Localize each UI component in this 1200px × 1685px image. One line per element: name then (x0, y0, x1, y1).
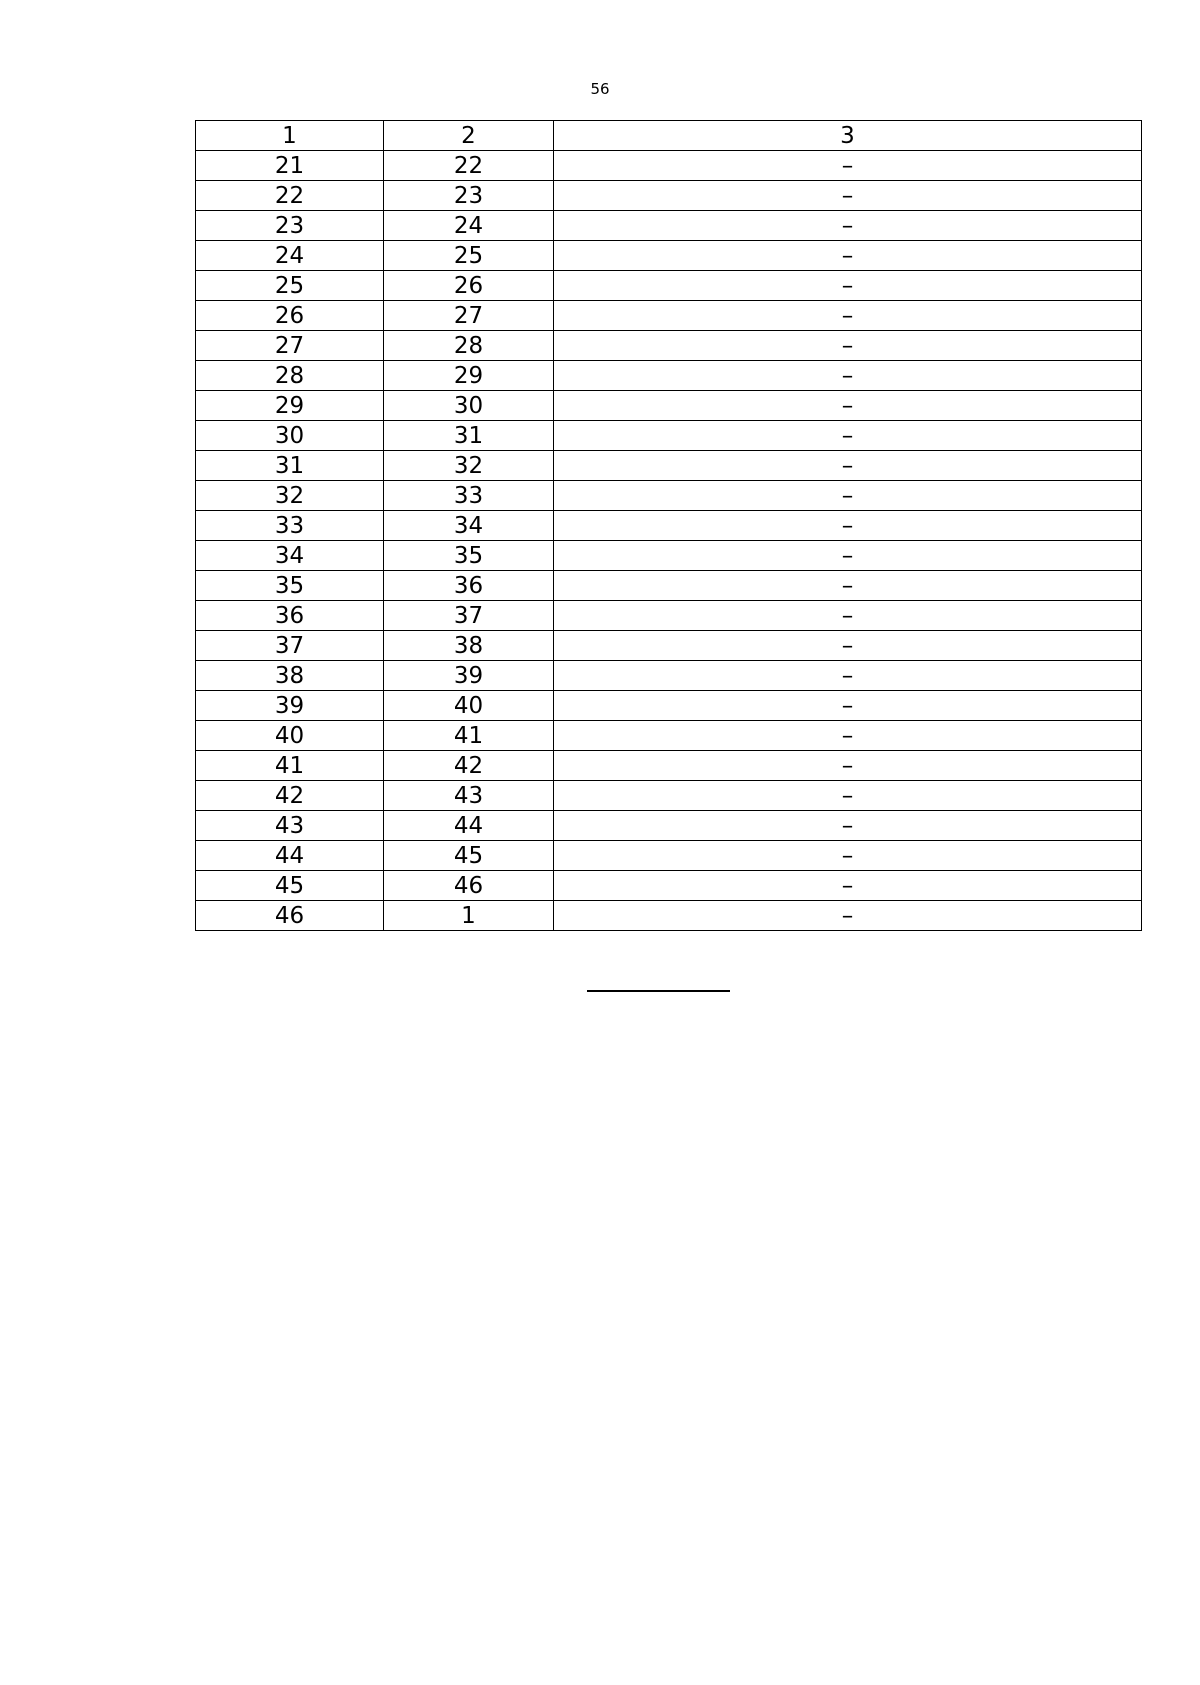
table-cell-col-1: 31 (196, 451, 384, 481)
table-cell-col-1: 32 (196, 481, 384, 511)
table-cell-col-1: 43 (196, 811, 384, 841)
table-row (196, 331, 1142, 361)
table-cell-col-3: – (554, 871, 1142, 901)
table-row (196, 271, 1142, 301)
table-cell-col-2: 44 (384, 811, 554, 841)
table-row (196, 781, 1142, 811)
table-cell-col-1: 28 (196, 361, 384, 391)
table-cell-col-2: 31 (384, 421, 554, 451)
table-cell-col-1: 40 (196, 721, 384, 751)
table-row (196, 841, 1142, 871)
table-cell-col-2: 30 (384, 391, 554, 421)
data-table (195, 120, 1142, 931)
table-cell-col-3: – (554, 481, 1142, 511)
table-cell-col-3: – (554, 301, 1142, 331)
table-cell-col-1: 44 (196, 841, 384, 871)
table-cell-col-3: – (554, 421, 1142, 451)
column-header-3: 3 (554, 121, 1142, 151)
table-row (196, 511, 1142, 541)
column-header-2: 2 (384, 121, 554, 151)
table-cell-col-2: 39 (384, 661, 554, 691)
table-cell-col-3: – (554, 901, 1142, 931)
table-row (196, 391, 1142, 421)
table-cell-col-3: – (554, 631, 1142, 661)
page-number: 56 (590, 80, 610, 98)
table-cell-col-2: 34 (384, 511, 554, 541)
table-cell-col-3: – (554, 331, 1142, 361)
table-cell-col-2: 28 (384, 331, 554, 361)
table-cell-col-3: – (554, 781, 1142, 811)
table-cell-col-1: 21 (196, 151, 384, 181)
column-header-1: 1 (196, 121, 384, 151)
table-row (196, 571, 1142, 601)
table-cell-col-2: 23 (384, 181, 554, 211)
table-cell-col-1: 30 (196, 421, 384, 451)
table-cell-col-1: 39 (196, 691, 384, 721)
table-row (196, 361, 1142, 391)
table-cell-col-2: 42 (384, 751, 554, 781)
table-cell-col-1: 23 (196, 211, 384, 241)
table-cell-col-3: – (554, 691, 1142, 721)
table-cell-col-1: 41 (196, 751, 384, 781)
table-row (196, 811, 1142, 841)
table-cell-col-1: 26 (196, 301, 384, 331)
table-cell-col-1: 33 (196, 511, 384, 541)
table-cell-col-1: 27 (196, 331, 384, 361)
table-row (196, 691, 1142, 721)
table-row (196, 301, 1142, 331)
table-cell-col-2: 24 (384, 211, 554, 241)
table-cell-col-3: – (554, 451, 1142, 481)
table-cell-col-3: – (554, 181, 1142, 211)
table-header (196, 121, 1142, 151)
table-cell-col-2: 26 (384, 271, 554, 301)
table-cell-col-2: 46 (384, 871, 554, 901)
end-rule (587, 990, 730, 992)
table-cell-col-1: 24 (196, 241, 384, 271)
table-cell-col-2: 40 (384, 691, 554, 721)
table-cell-col-3: – (554, 751, 1142, 781)
table-cell-col-2: 45 (384, 841, 554, 871)
table-cell-col-2: 32 (384, 451, 554, 481)
table-row (196, 211, 1142, 241)
table-cell-col-3: – (554, 211, 1142, 241)
table-cell-col-2: 43 (384, 781, 554, 811)
table-row (196, 241, 1142, 271)
table-cell-col-3: – (554, 811, 1142, 841)
table-row (196, 541, 1142, 571)
table-row (196, 601, 1142, 631)
table-cell-col-1: 38 (196, 661, 384, 691)
table-cell-col-2: 35 (384, 541, 554, 571)
table-cell-col-2: 38 (384, 631, 554, 661)
table-row (196, 901, 1142, 931)
table-cell-col-2: 37 (384, 601, 554, 631)
header-row (196, 121, 1142, 151)
table-cell-col-1: 46 (196, 901, 384, 931)
table-cell-col-3: – (554, 151, 1142, 181)
table-cell-col-1: 34 (196, 541, 384, 571)
table-cell-col-3: – (554, 361, 1142, 391)
table-cell-col-2: 22 (384, 151, 554, 181)
table-cell-col-3: – (554, 511, 1142, 541)
table-cell-col-2: 1 (384, 901, 554, 931)
table-cell-col-2: 33 (384, 481, 554, 511)
table-cell-col-1: 42 (196, 781, 384, 811)
table-cell-col-2: 36 (384, 571, 554, 601)
table-cell-col-3: – (554, 541, 1142, 571)
table-cell-col-1: 37 (196, 631, 384, 661)
table-row (196, 451, 1142, 481)
table-cell-col-2: 41 (384, 721, 554, 751)
table-row (196, 421, 1142, 451)
table-row (196, 661, 1142, 691)
table-cell-col-3: – (554, 571, 1142, 601)
table-row (196, 181, 1142, 211)
table-cell-col-3: – (554, 661, 1142, 691)
table-cell-col-1: 25 (196, 271, 384, 301)
table-cell-col-3: – (554, 601, 1142, 631)
table-cell-col-3: – (554, 841, 1142, 871)
table-row (196, 631, 1142, 661)
table-cell-col-3: – (554, 721, 1142, 751)
table-cell-col-2: 27 (384, 301, 554, 331)
table-row (196, 151, 1142, 181)
table-row (196, 751, 1142, 781)
table-cell-col-3: – (554, 391, 1142, 421)
table-cell-col-1: 35 (196, 571, 384, 601)
table-cell-col-3: – (554, 271, 1142, 301)
table-cell-col-2: 29 (384, 361, 554, 391)
table-cell-col-1: 36 (196, 601, 384, 631)
table-row (196, 721, 1142, 751)
table-cell-col-1: 22 (196, 181, 384, 211)
table-cell-col-1: 29 (196, 391, 384, 421)
table-body (196, 151, 1142, 931)
table-cell-col-3: – (554, 241, 1142, 271)
table-row (196, 871, 1142, 901)
table-cell-col-2: 25 (384, 241, 554, 271)
table-row (196, 481, 1142, 511)
table-cell-col-1: 45 (196, 871, 384, 901)
